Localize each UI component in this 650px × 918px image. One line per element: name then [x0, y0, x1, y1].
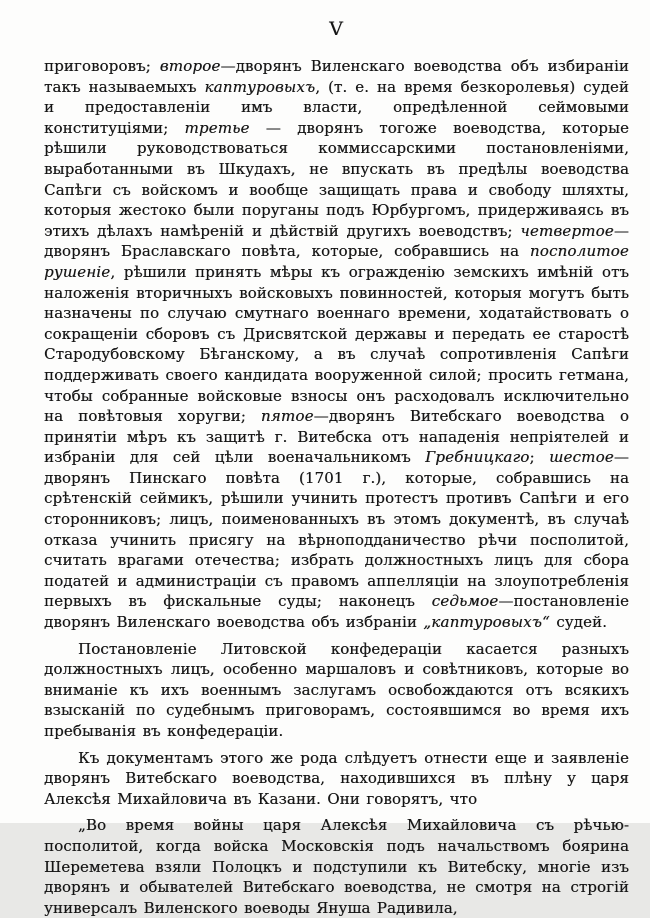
italic-term: пятое — [260, 407, 314, 426]
italic-term: посполитое рушеніе — [44, 242, 629, 281]
text-run: , рѣшили принять мѣры къ огражденію земскихъ имѣній отъ наложенія вторичныхъ войсковыхъ повинностей, которыя могутъ быть назначены по случаю смутнаго военнаго времени, ходатайствовать о сокращеніи сборовъ съ Дрисвятской державы и передать ее старостѣ Стародубовскому Бѣганскому, а въ случаѣ сопротивленія Сапѣги поддерживать своего кандидата вооруженной силой; просить гетмана, чтобы собранные войсковые взносы онъ расходовалъ исключительно на повѣтовыя хоругви; — [44, 262, 629, 426]
italic-term: второе — [159, 57, 221, 75]
text-run: , (т. е. на время безкоролевья) судей и предоставленіи имъ власти, опредѣленной сеймовыми конституціями; — [44, 77, 629, 137]
italic-term: „каптуровыхъ“ — [423, 613, 550, 632]
text-run: ; — [529, 448, 550, 467]
paragraph — [44, 639, 629, 742]
italic-term: каптуровыхъ — [204, 77, 316, 96]
paragraph — [44, 748, 629, 810]
italic-term: третье — [184, 118, 250, 137]
text-run: приговоровъ; — [44, 57, 160, 75]
text-run: Къ документамъ этого же рода слѣдуетъ отнести еще и заявленіе дворянъ Витебскаго воеводства, находившихся въ плѣну у царя Алексѣя Михайловича въ Казани. Они говорятъ, что — [44, 748, 629, 808]
text-run: судей. — [549, 613, 607, 632]
italic-term: шестое — [549, 448, 614, 467]
italic-term: седьмое — [431, 592, 499, 611]
text-run: —дворянъ Виленскаго воеводства объ избираніи такъ называемыхъ — [44, 57, 629, 96]
paragraph — [44, 815, 629, 918]
paragraph — [44, 56, 629, 633]
text-run: —дворянъ Пинскаго повѣта (1701 г.), которые, собравшись на срѣтенскій сеймикъ, рѣшили учинить протестъ противъ Сапѣги и его сторонниковъ; лицъ, поименованныхъ въ этомъ документѣ, въ случаѣ отказа учинить присягу на вѣрноподданичество рѣчи посполитой, считать врагами отечества; избрать должностныхъ лицъ для сбора податей и администраціи съ правомъ аппелляціи на злоупотребленія первыхъ въ фискальные суды; наконецъ — [44, 448, 629, 611]
text-run: —постановленіе дворянъ Виленскаго воеводства объ избраніи — [44, 592, 629, 632]
page-number: V — [329, 18, 344, 40]
text-run: —дворянъ Витебскаго воеводства о принятіи мѣръ къ защитѣ г. Витебска отъ нападенія непріятелей и избраніи для сей цѣли военачальникомъ — [44, 407, 629, 467]
text-run: —дворянъ Браславскаго повѣта, которые, собравшись на — [44, 221, 629, 261]
text-run: — дворянъ тогоже воеводства, которые рѣшили руководствоваться коммиссарскими постановленіями, выработанными въ Шкудахъ, не впускать въ предѣлы воеводства Сапѣги съ войскомъ и вообще защищать права и свободу шляхты, которыя жестоко были поруганы подъ Юрбургомъ, придерживаясь въ этихъ дѣлахъ намѣреній и дѣйствій другихъ воеводствъ; — [44, 118, 629, 240]
italic-term: Гребницкаго — [425, 448, 530, 467]
italic-term: четвертое — [520, 221, 614, 240]
text-run: „Во время войны царя Алексѣя Михайловича съ рѣчью-посполитой, когда войска Московскія подъ начальствомъ боярина Шереметева взяли Полоцкъ и подступили къ Витебску, многіе изъ дворянъ и обывателей Витебскаго воеводства, не смотря на строгій универсалъ Виленского воеводы Януша Радивила, — [44, 816, 629, 917]
body-text — [44, 56, 629, 918]
text-run: Постановленіе Литовской конфедераціи касается разныхъ должностныхъ лицъ, особенно маршаловъ и совѣтниковъ, которые во вниманіе къ ихъ военнымъ заслугамъ освобождаются отъ всякихъ взысканій по судебнымъ приговорамъ, состоявшимся во время ихъ пребыванія въ конфедераціи. — [44, 639, 629, 740]
